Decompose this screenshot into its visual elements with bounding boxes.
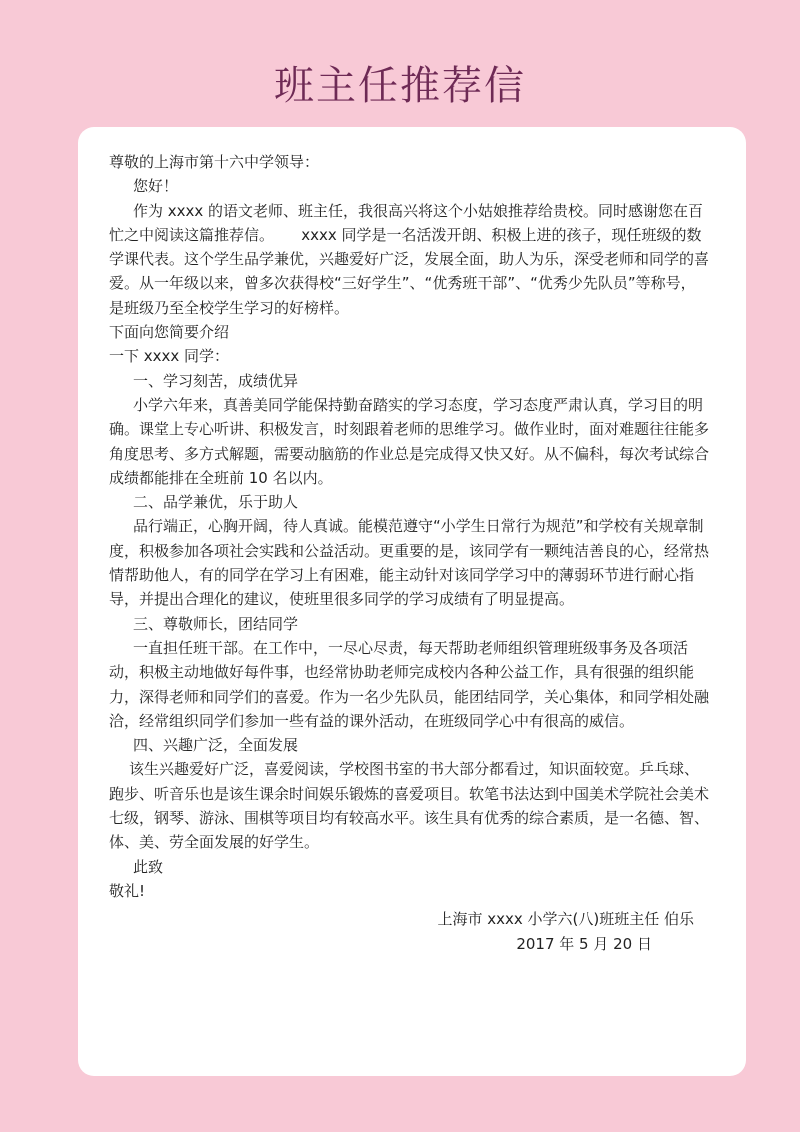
section-body-1: 小学六年来，真善美同学能保持勤奋踏实的学习态度，学习态度严肃认真，学习目的明确。课堂上专心听讲、积极发言，时刻跟着老师的思维学习。做作业时，面对难题往往能多角度思考、多方式解题，需要动脑筋的作业总是完成得又快又好。从不偏科，每次考试综合成绩都能排在全班前 10 名以内。 bbox=[109, 395, 710, 487]
letter-date: 2017 年 5 月 20 日 bbox=[516, 935, 652, 953]
section-heading-3: 三、尊敬师长，团结同学 bbox=[133, 614, 299, 633]
section-heading-4: 四、兴趣广泛，全面发展 bbox=[133, 736, 299, 755]
transition-line-1: 下面向您简要介绍 bbox=[109, 323, 230, 342]
transition-line-2: 一下 xxxx 同学： bbox=[109, 347, 230, 366]
intro-paragraph: 作为 xxxx 的语文老师、班主任，我很高兴将这个小姑娘推荐给贵校。同时感谢您在百忙之中阅读这篇推荐信。 xxxx 同学是一名活泼开朗、积极上进的孩子，现任班级的数学课代表。这个学生品学兼优，兴趣爱好广泛，发展全面，助人为乐，深受老师和同学的喜爱。从一年级以来，曾多次获得校“三好学生”、“优秀班干部”、“优秀少先队员”等称号，是班级乃至全校学生学习的好榜样。 bbox=[109, 201, 710, 317]
section-heading-1: 一、学习刻苦，成绩优异 bbox=[133, 371, 299, 390]
section-body-4: 该生兴趣爱好广泛，喜爱阅读，学校图书室的书大部分都看过，知识面较宽。乒乓球、跑步、听音乐也是该生课余时间娱乐锻炼的喜爱项目。软笔书法达到中国美术学院社会美术七级，钢琴、游泳、围棋等项目均有较高水平。该生具有优秀的综合素质，是一名德、智、体、美、劳全面发展的好学生。 bbox=[109, 760, 710, 852]
section-body-2: 品行端正，心胸开阔，待人真诚。能模范遵守“小学生日常行为规范”和学校有关规章制度，积极参加各项社会实践和公益活动。更重要的是，该同学有一颗纯洁善良的心，经常热情帮助他人，有的同学在学习上有困难，能主动针对该同学学习中的薄弱环节进行耐心指导，并提出合理化的建议，使班里很多同学的学习成绩有了明显提高。 bbox=[109, 517, 710, 609]
section-heading-2: 二、品学兼优，乐于助人 bbox=[133, 493, 299, 512]
closing-line-1: 此致 bbox=[133, 857, 164, 876]
salutation: 尊敬的上海市第十六中学领导： bbox=[109, 153, 320, 171]
closing-line-2: 敬礼! bbox=[109, 881, 146, 900]
page-title: 班主任推荐信 bbox=[274, 63, 526, 109]
greeting: 您好！ bbox=[133, 177, 179, 196]
signature: 上海市 xxxx 小学六(八)班班主任 伯乐 bbox=[437, 910, 694, 928]
letter-body bbox=[109, 150, 709, 903]
section-body-3: 一直担任班干部。在工作中，一尽心尽责，每天帮助老师组织管理班级事务及各项活动，积极主动地做好每件事，也经常协助老师完成校内各种公益工作，具有很强的组织能力，深得老师和同学们的喜爱。作为一名少先队员，能团结同学，关心集体，和同学相处融洽，经常组织同学们参加一些有益的课外活动，在班级同学心中有很高的威信。 bbox=[109, 638, 710, 730]
